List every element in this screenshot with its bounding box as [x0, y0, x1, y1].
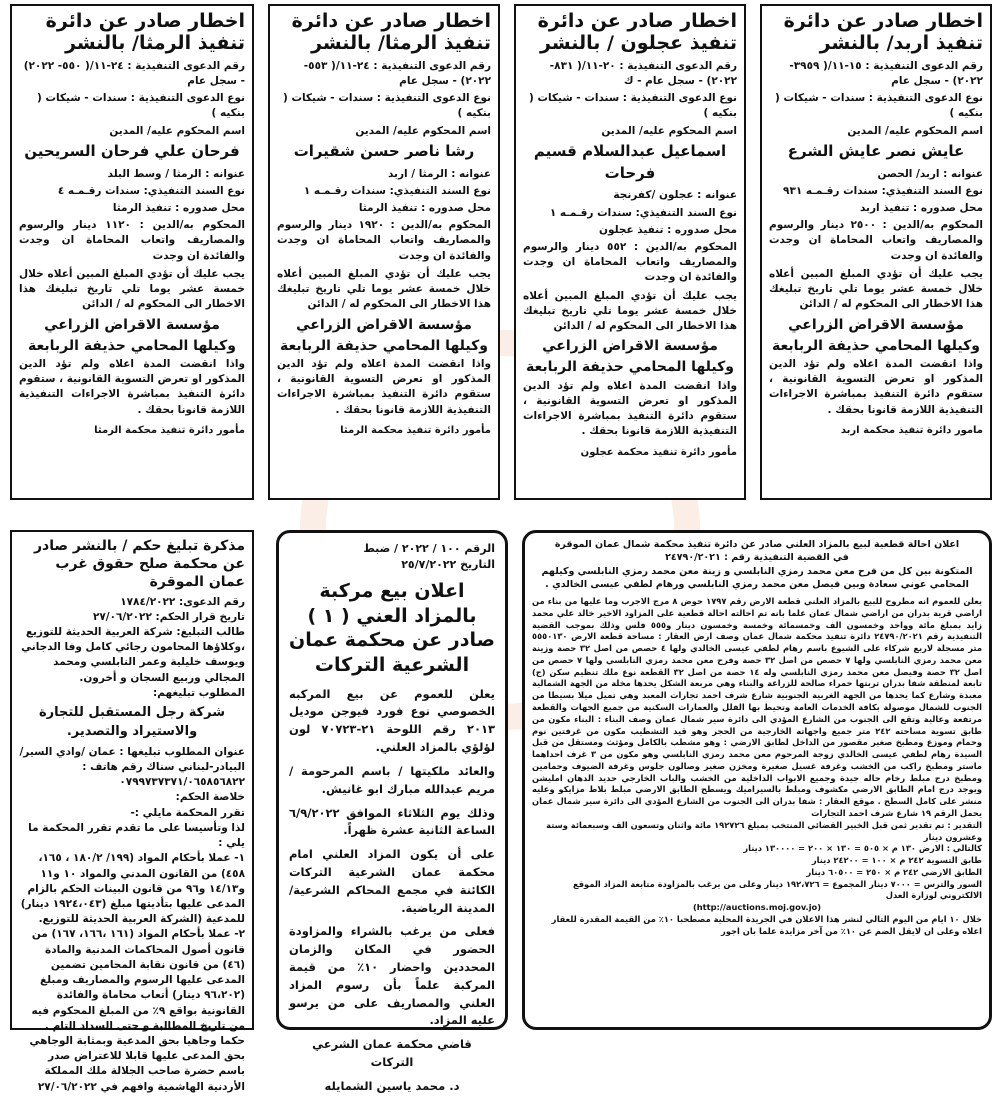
address: عنوانه : اربد/ الحصن [877, 167, 983, 180]
sale-judge-name: د. محمد ياسين الشمايله [324, 1078, 460, 1093]
notice-item-2: ٢- عملا بأحكام المواد (١٦١ ،١٦٦، ١٦٧) من قانون أصول المحاكمات المدنية والمادة (٤٦) من قانون نقابة المحامين تضمين المدعى عليها الرسوم والمصاريف ومبلغ (٩٦،٢٠٢ دينار) أتعاب محاماة والفائدة القانونية بواقع ٩٪ من المبلغ المحكوم فيه من تاريخ المطالبة و حتى السداد التام . [31, 928, 245, 1032]
debtor-name: رشا ناصر حسن شقيرات [293, 141, 475, 160]
auction-announcement [522, 530, 992, 1030]
issued-place: محل صدوره : تنفيذ عجلون [599, 223, 737, 236]
sale-datetime: وذلك يوم الثلاثاء الموافق ٦/٩/٢٠٢٢ الساعة الثانية عشرة ظهراً. [289, 805, 495, 838]
officer-signature: مأمور دائرة تنفيذ محكمة الرمثا [94, 424, 245, 436]
notice-case-number: رقم الدعوى: ١٧٨٤/٢٠٢٢ [120, 595, 245, 608]
payment-instruction: يجب عليك أن تؤدي المبلغ المبين أعلاه خلال خمسة عشر يوما تلي تاريخ تبليغك هذا الاخطار الى المحكوم له / الدائن [523, 289, 737, 333]
issued-place: محل صدوره : تنفيذ الرمثا [112, 201, 245, 214]
debtor-label: اسم المحكوم عليه/ المدين [847, 124, 983, 137]
notice-decided-label: تقرر المحكمة مايلي :- [130, 806, 245, 819]
debtor-name: اسماعيل عبدالسلام قسيم فرحات [533, 141, 727, 182]
payment-instruction: يجب عليك أن تؤدي المبلغ المبين أعلاه خلال خمسة عشر يوما تلي تاريخ تبليغك هذا الاخطار الى المحكوم له / الدائن [769, 267, 983, 311]
document-type: نوع السند التنفيذي: سندات رقـمـه ١ [549, 206, 737, 219]
bond-type: نوع الدعوى التنفيذية : سندات - شيكات ( بنكيه ) [282, 92, 491, 120]
notice-company-address: عنوان المطلوب تبليغها : عمان /وادي السير/البيادر-لبناني سناك رقم هاتف : ٠٧٩٩٧٣٧٣٧١/٠٦٥٨٥٦٨٢٢ [19, 745, 245, 789]
warning-text: واذا انقضت المدة اعلاه ولم تؤد الدين المذكور او تعرض التسوية القانونية ، ستقوم دائرة التنفيذ بمباشرة الاجراءات التنفيذية اللازمة قانونا بحقك . [19, 357, 245, 416]
case-number: رقم الدعوى التنفيذية : ٢٤-١١/( ٥٥٣- ٢٠٢٢) - سجل عام [303, 59, 491, 87]
debtor-label: اسم المحكوم عليه/ المدين [355, 124, 491, 137]
officer-signature: مامور دائرة تنفيذ محكمة اربد [840, 424, 983, 436]
creditor-lawyer: وكيلها المحامي حذيفة الربابعة [280, 337, 488, 354]
sale-location: على أن يكون المزاد العلني امام محكمة عمان الشرعية التركات الكائنة في مجمع المحاكم الشرعية/ المدينة الرياضية. [289, 847, 495, 915]
sale-court-judge-title: قاضي محكمة عمان الشرعي التركات [312, 1037, 472, 1070]
notice-ajloun [514, 4, 746, 500]
document-type: نوع السند التنفيذي: سندات رقـمـه ٤ [57, 184, 245, 197]
creditor-lawyer: وكيلها المحامي حذيفة الربابعة [28, 337, 236, 354]
notice-title: اخطار صادر عن دائرة تنفيذ الرمثا/ بالنشر [45, 10, 245, 54]
debtor-label: اسم المحكوم عليه/ المدين [109, 124, 245, 137]
auction-fence-total: السور والترس = ٧٠٠٠ دينار المجموع = ١٩٢،٧٢٦ دينار وعلى من يرغب بالمزاودة متابعة المزاد الموقع الالكتروني لوزارة العدل [572, 878, 982, 901]
bond-type: نوع الدعوى التنفيذية : سندات - شيكات ( بنكيه ) [774, 92, 983, 120]
notice-title: اخطار صادر عن دائرة تنفيذ عجلون / بالنشر [537, 10, 737, 54]
notice-title: مذكرة تبليغ حكم / بالنشر صادر عن محكمة صلح حقوق غرب عمان الموقرة [34, 538, 245, 591]
officer-signature: مأمور دائرة تنفيذ محكمة عجلون [580, 446, 737, 458]
document-type: نوع السند التنفيذي: سندات رقـمـه ١ [303, 184, 491, 197]
sale-vehicle-details: يعلن للعموم عن بيع المركبه الخصوصي نوع فورد فيوجن موديل ٢٠١٣ رقم اللوحة ٢١-٧٠٧٢٣ لون لؤلؤي بالمزاد العلني. [289, 686, 495, 755]
creditor-name: مؤسسة الاقراض الزراعي [788, 316, 964, 333]
auction-case-number: في القضية التنفيذية رقم : ٢٤٧٩٠/٢٠٢١ [665, 552, 849, 564]
creditor-lawyer: وكيلها المحامي حذيفة الربابعة [526, 359, 734, 376]
sale-conditions: فعلى من يرغب بالشراء والمزاودة الحضور في المكان والزمان المحددين واحضار ١٠٪ من قيمة المركبة علماً بأن رسوم المزاد العلني والمصاريف على من يرسو عليه المزاد. [289, 924, 496, 1028]
creditor-lawyer: وكيلها المحامي حذيفة الربابعة [772, 337, 980, 354]
auction-calc-ground: الطابق الارضي ٢٤٢ م × ٢٥٠ = ٦٠٥٠٠ دينار [806, 866, 982, 877]
auction-calc-land: كالتالي : الارض ١٣٠ م × ٥٠٥ = ١٣٠ × ٢٠٠ = ١٣٠٠٠٠ دينار [743, 843, 982, 854]
notice-ramtha-1 [268, 4, 500, 500]
notice-summary-label: خلاصة الحكم: [175, 791, 245, 804]
creditor-name: مؤسسة الاقراض الزراعي [44, 316, 220, 333]
debtor-name: فرحان علي فرحان السريحين [24, 141, 240, 160]
amount: المحكوم به/الدين : ٢٥٠٠ دينار والرسوم والمصاريف واتعاب المحاماة ان وجدت والفائدة ان وجدت [769, 219, 984, 262]
debtor-name: عايش نصر عايش الشرع [787, 141, 965, 160]
issued-place: محل صدوره : تنفيذ الرمثا [358, 201, 491, 214]
debtor-label: اسم المحكوم عليه/ المدين [601, 124, 737, 137]
bond-type: نوع الدعوى التنفيذية : سندات - شيكات ( بنكيه ) [36, 92, 245, 120]
sale-title: اعلان بيع مركبة بالمزاد العني ( ١ ) صادر عن محكمة عمان الشرعية التركات [289, 579, 495, 676]
auction-closing: خلال ١٠ ايام من اليوم التالي لنشر هذا الاعلان في الجريدة المحلية مصطحبا ١٠٪ من القيمة المقدرة للعقار اعلاه وعلى ان لايقل الضم عن ١٠٪ من آخر مزايدة علما بان اجور [551, 914, 982, 936]
sale-date: التاريخ ٢٥/٧/٢٠٢٢ [401, 557, 495, 571]
address: عنوانه : الرمثا / وسط البلد [107, 167, 245, 180]
issued-place: محل صدوره : تنفيذ اربد [859, 201, 983, 214]
notice-company: شركة رجل المستقبل للتجارة والاستيراد والتصدير. [38, 705, 226, 739]
document-type: نوع السند التنفيذي: سندات رقـمـه ٩٣١ [783, 184, 983, 197]
notice-title: اخطار صادر عن دائرة تنفيذ اربد/ بالنشر [783, 10, 983, 54]
notice-requested-label: المطلوب تبليغهم: [153, 686, 245, 699]
judgment-notice [10, 530, 254, 1093]
warning-text: واذا انقضت المدة اعلاه ولم تؤد الدين المذكور او تعرض التسوية القانونية ، ستقوم دائرة التنفيذ بمباشرة الاجراءات التنفيذية اللازمة قانونا بحقك . [523, 379, 737, 438]
address: عنوانه : عجلون /كفرنجة [613, 189, 737, 202]
notice-irbid [760, 4, 992, 500]
auction-calc-basement: طابق التسوية ٢٤٢ م × ١٠٠ = ٢٤٢٠٠ دينار [811, 855, 982, 866]
case-number: رقم الدعوى التنفيذية : ٢٠-١١/( ٨٣١- ٢٠٢٢) - سجل عام - ك [549, 59, 737, 87]
sale-owner: والعائد ملكيتها / باسم المرحومة /مريم عبدالله مبارك ابو غانيش. [289, 763, 495, 796]
auction-website: (http://auctions.moj.gov.jo) [692, 902, 822, 913]
creditor-name: مؤسسة الاقراض الزراعي [542, 338, 718, 355]
notice-plaintiff: طالب التبليغ: شركة العربية الحديثة للتوزيع ،وكلاؤها المحامون رجائي كامل وفا الدجاني ويوسف خليلية وعمر النابلسي ومحمد المجالي وربيع السجان و أخرون. [21, 626, 245, 684]
amount: المحكوم به/الدين : ١١٢٠ دينار والرسوم والمصاريف واتعاب المحاماة ان وجدت والفائدة ان وجدت [19, 219, 245, 262]
notice-judgment-date: تاريخ قرار الحكم: ٢٧/٠٦/٢٠٢٢ [92, 610, 245, 623]
auction-valuation: التقدير : تم تقدير ثمن قبل الخبير القضائي المنتخب بمبلغ ١٩٢٧٢٦ مائة واثنان وتسعون الف وسبعمائة وستة وعشرون دينار [546, 819, 982, 842]
payment-instruction: يجب عليك أن تؤدي المبلغ المبين أعلاه خلال خمسة عشر يوما تلي تاريخ تبليغك هذا الاخطار الى المحكوم له / الدائن [19, 267, 245, 311]
auction-parties: المتكونة بين كل من فرح معن محمد رمزي النابلسي و زينة معن محمد رمزي النابلسي وكيلهم المحامي عوني سعادة وبين فيصل معن محمد رمزي النابلسي ورهام لطفي عيسى الخالدي . [541, 565, 973, 591]
bond-type: نوع الدعوى التنفيذية : سندات - شيكات ( بنكيه ) [528, 92, 737, 120]
officer-signature: مأمور دائرة تنفيذ محكمة الرمثا [340, 424, 491, 436]
address: عنوانه : الرمثا / اربد [387, 167, 491, 180]
auction-body: يعلن للعموم انه مطروح للبيع بالمزاد العلني قطعة الارض رقم ١٧٩٧ حوض ٨ مرج الاجرب وما عليها من بناء من اراضي قرية بدران من اراضي شمال عمان علما بانه تم احالته احالة قطعية على المزاود الاخير خالد علي محمد زايد بمبلغ مائة وواحد وخمسون الف وخمسمائة وخمسة وخمسون دينار و٥٥٥ فلس وذلك بموجب القضية التنفيذية رقم ٢٤٧٩٠/٢٠٢١ دائرة تنفيذ محكمة شمال عمان وصف ارض العقار : مساحة قطعة الارض ٥٥٥٠١٣٠ متر مسجلة لاربع شركاء على الشيوع باسم رهام لطفي عيسى الخالدي ولها ٤ حصص من اصل ٣٢ حصة وزينة معن محمد رمزي النابلسي ولها ٧ حصص من اصل ٣٢ حصة وفرح معن محمد رمزي النابلسي ولها ٧ حصص من اصل ٣٢ حصة وفيصل معن محمد رمزي النابلسي وله ١٤ حصة من اصل ٣٢ القطعة نوع ملك تنظيم سكن (ج) تابعة لمنطقة شفا بدران تربتها حمراء صالحة للزراعة والبناء وهي مربعة الشكل يحدها مخلة من الجهة الشمالية معبدة وشارع كما يحدها من الجهة الغربية الجنوبية شارع شرف احمد تجارات المعبد وهي تميل ميلا بسيطا من الجنوب للشمال موصولة بكافة الخدمات العامة وتحيط بها الفلل والعمارات السكنية من جميع الجهات والقطعة مرتفعة وعالية وتقع الى الجنوب من الشارع المؤدي الى دائرة سير شمال عمان وصف البناء : البناء مكون من طابق تسوية مساحته ٢٤٢ متر جميع واجهاته الخارجية من الحجر وهو قيد التشطيب مكون من غرفتين نوم وحمام وموزع ومطبخ صغير مقصور من الداخل لطابق الارضي : وهو مشطب بالكامل ومؤثث ومستقل من قبل السيدة رهام لطفي عيسى الخالدي زوجة المرحوم معن محمد رمزي النابلسي وهو مكون من ٣ غرف احداهما ماستر ومطبخ راكب من الخشب وغرفة غسيل صغيرة ومخزن صغير وصالون جلوس وغرفة الضيوف وحمامين ومطبخ درج مبلط رخام حاله جيدة وجميع الابواب الداخلية من الخشب والباب الخارجي حديد الدهان امليشن ويوجد درج امام الطابق الارضي مكشوف ومبلط بالسيراميك ويسطح الطابق الارضي مبلط بلاط مزايكو وعليه منشر على كامل السطح . موقع العقار : شفا بدران الى الجنوب من الشارع المؤدي الى دائرة سير شمال عمان يحمل الرقم ١٩ شارع شرف احمد التجارات [532, 595, 983, 818]
notice-verdict: حكما وجاهيا بحق المدعية وبمثابة الوجاهي بحق المدعى عليها قابلا للاعتراض صدر باسم حضرة صاحب الجلالة ملك المملكة الأردنية الهاشمية وافهم في ٢٧/٠٦/٢٠٢٢ [29, 1034, 245, 1093]
case-number: رقم الدعوى التنفيذية : ١٥-١١/( ٣٩٥٩- ٢٠٢٢) - سجل عام [789, 59, 983, 87]
notice-ramtha-2 [10, 4, 254, 500]
payment-instruction: يجب عليك أن تؤدي المبلغ المبين أعلاه خلال خمسة عشر يوما تلي تاريخ تبليغك هذا الاخطار الى المحكوم له / الدائن [277, 267, 491, 311]
notice-basis: لذا وتأسيسا على ما تقدم تقرر المحكمة ما يلي : [28, 821, 245, 850]
warning-text: واذا انقضت المدة اعلاه ولم تؤد الدين المذكور او تعرض التسوية القانونية ، ستقوم دائرة التنفيذ بمباشرة الاجراءات التنفيذية اللازمة قانونا بحقك . [277, 357, 491, 416]
amount: المحكوم به/الدين : ٥٥٢ دينار والرسوم والمصاريف واتعاب المحاماة ان وجدت والفائدة ان وجدت [523, 240, 738, 284]
amount: المحكوم به/الدين : ١٩٢٠ دينار والرسوم والمصاريف واتعاب المحاماة ان وجدت والفائدة ان وجدت [277, 219, 492, 262]
vehicle-sale-announcement [276, 530, 508, 1093]
case-number: رقم الدعوى التنفيذية : ٢٤-١١/( ٥٥٠- ٢٠٢٢) - سجل عام [23, 59, 245, 87]
creditor-name: مؤسسة الاقراض الزراعي [296, 316, 472, 333]
auction-heading: اعلان احالة قطعية لبيع بالمزاد العلني صادر عن دائرة تنفيذ محكمة شمال عمان الموقرة [554, 539, 960, 550]
notice-item-1: ١- عملا بأحكام المواد (١٩٩/ ١٨٠/٢ ، ١٦٥، ٤٥٨) من القانون المدني والمواد ١٠ و١١ و١٤/١٣ و٩٦ من قانون البينات الحكم بالزام المدعى عليها بتأديتها مبلغ (١٩٢٤،٠٤٣ دينار) للمدعية (الشركة العربية الحديثة للتوزيع. [20, 852, 245, 926]
sale-reference-number: الرقم ١٠٠ / ٢٠٢٢ / ضبط [363, 542, 495, 555]
warning-text: واذا انقضت المدة اعلاه ولم تؤد الدين المذكور او تعرض التسوية القانونية ، ستقوم دائرة التنفيذ بمباشرة الاجراءات التنفيذية اللازمة قانونا بحقك . [769, 357, 983, 416]
notice-title: اخطار صادر عن دائرة تنفيذ الرمثا/ بالنشر [291, 10, 491, 54]
